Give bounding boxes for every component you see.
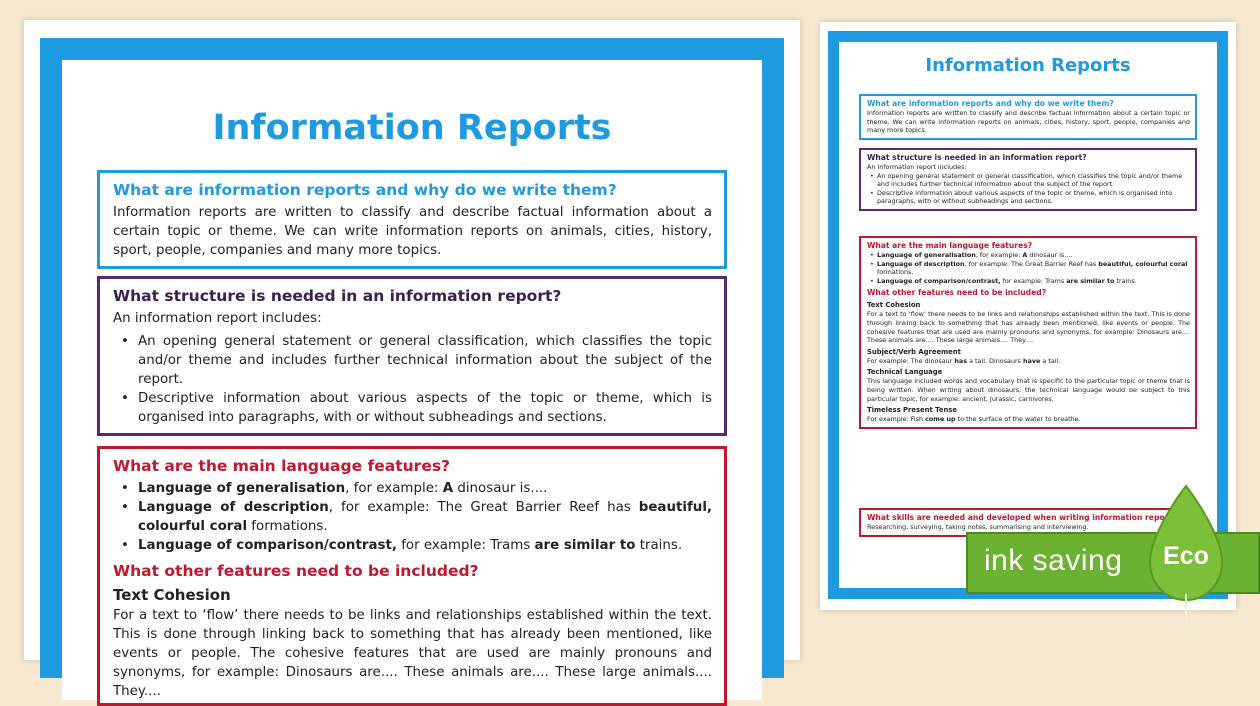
structure-section-box — [97, 276, 727, 436]
poster-title: Information Reports — [212, 108, 612, 148]
small-agreement-body: For example: The dinosaur has a tail. Dinosaurs have a tail. — [867, 356, 1061, 365]
small-language-box — [859, 236, 1197, 429]
structure-item: • Descriptive information about various aspects of the topic or theme, which is organised into paragraphs, with or without subheadings and sections. — [113, 389, 712, 427]
small-what-box — [859, 94, 1197, 140]
language-section-box — [97, 446, 727, 706]
small-tense-body: For example: Fish come up to the surface of the water to breathe. — [867, 415, 1081, 424]
small-language-heading: What are the main language features? — [867, 241, 1033, 250]
small-poster-title: Information Reports — [925, 55, 1131, 76]
small-skills-heading: What skills are needed and developed when writing information repo — [867, 513, 1165, 522]
small-technical-body: This language included words and vocabulary that is specific to the particular topic or theme that is being written. When writing about dinosaurs, the technical language would be subject to this particular topic, for example: ancient, Jurassic, carnivores. — [867, 377, 1190, 403]
language-section-heading: What are the main language features? — [113, 457, 451, 475]
large-poster-content — [62, 60, 762, 700]
structure-item: • An opening general statement or general classification, which classifies the topic and/or theme and includes further technical information about the subject of the report. — [113, 332, 712, 389]
small-what-heading: What are information reports and why do we write them? — [867, 99, 1114, 108]
small-technical-heading: Technical Language — [867, 368, 943, 377]
language-list — [113, 479, 712, 555]
small-cohesion-body: For a text to ‘flow’ there needs to be links and relationships established within the text. This is done through linking back to something that has already been mentioned, like events or people. The cohesive features that are used are mainly pronouns and synonyms, for example: Dinosaurs are.... These animals are.... These large animals.... They.... — [867, 310, 1190, 345]
text-cohesion-heading: Text Cohesion — [113, 586, 231, 604]
what-section-heading: What are information reports and why do we write them? — [113, 181, 617, 199]
language-item: • Language of description, for example: The Great Barrier Reef has beautiful, colourful coral formations. — [113, 498, 712, 536]
structure-intro: An information report includes: — [113, 311, 322, 326]
language-item: • Language of comparison/contrast, for example: Trams are similar to trains. — [113, 536, 712, 555]
what-section-box — [97, 170, 727, 269]
text-cohesion-body: For a text to ‘flow’ there needs to be links and relationships established within the text. This is done through linking back to something that has already been mentioned, like events or people. The cohesive features that are used are mainly pronouns and synonyms, for example: Dinosaurs are.... These animals are.... These large animals.... They.... — [113, 608, 712, 699]
eco-label: Eco — [1163, 542, 1209, 570]
small-agreement-heading: Subject/Verb Agreement — [867, 347, 961, 356]
what-section-body: Information reports are written to classify and describe factual information about a certain topic or theme. We can write information reports on animals, cities, history, sport, people, companies and many more topics. — [113, 205, 712, 258]
small-structure-heading: What structure is needed in an information report? — [867, 153, 1087, 162]
large-poster-border — [40, 38, 784, 699]
small-structure-list — [867, 172, 1190, 206]
other-features-heading: What other features need to be included? — [113, 562, 479, 580]
small-language-item: • Language of generalisation, for example: A dinosaur is.... — [867, 251, 1190, 260]
language-item: • Language of generalisation, for example: A dinosaur is.... — [113, 479, 712, 498]
small-tense-heading: Timeless Present Tense — [867, 406, 957, 415]
small-cohesion-heading: Text Cohesion — [867, 301, 921, 310]
structure-section-heading: What structure is needed in an information report? — [113, 287, 562, 305]
small-other-heading: What other features need to be included? — [867, 288, 1047, 298]
small-structure-box — [859, 148, 1197, 211]
small-structure-intro: An information report includes: — [867, 163, 967, 171]
large-poster-sheet — [24, 20, 800, 699]
small-language-list — [867, 251, 1190, 285]
ink-saving-text: ink saving — [984, 544, 1123, 577]
small-structure-item: • Descriptive information about various aspects of the topic or theme, which is organised into paragraphs, with or without subheadings and sections. — [867, 189, 1190, 206]
small-structure-item: • An opening general statement or general classification, which classifies the topic and/or theme and includes further technical information about the subject of the report. — [867, 172, 1190, 189]
small-skills-body: Researching, surveying, taking notes, summarising and interviewing. — [867, 523, 1089, 531]
small-what-body: Information reports are written to classify and describe factual information about a certain topic or theme. We can write information reports on animals, cities, history, sport, people, companies and many more topics. — [867, 109, 1190, 135]
small-language-item: • Language of description, for example: The Great Barrier Reef has beautiful, colourful coral formations. — [867, 260, 1190, 277]
small-language-item: • Language of comparison/contrast, for example: Trams are similar to trains. — [867, 277, 1190, 286]
structure-list — [113, 332, 712, 427]
